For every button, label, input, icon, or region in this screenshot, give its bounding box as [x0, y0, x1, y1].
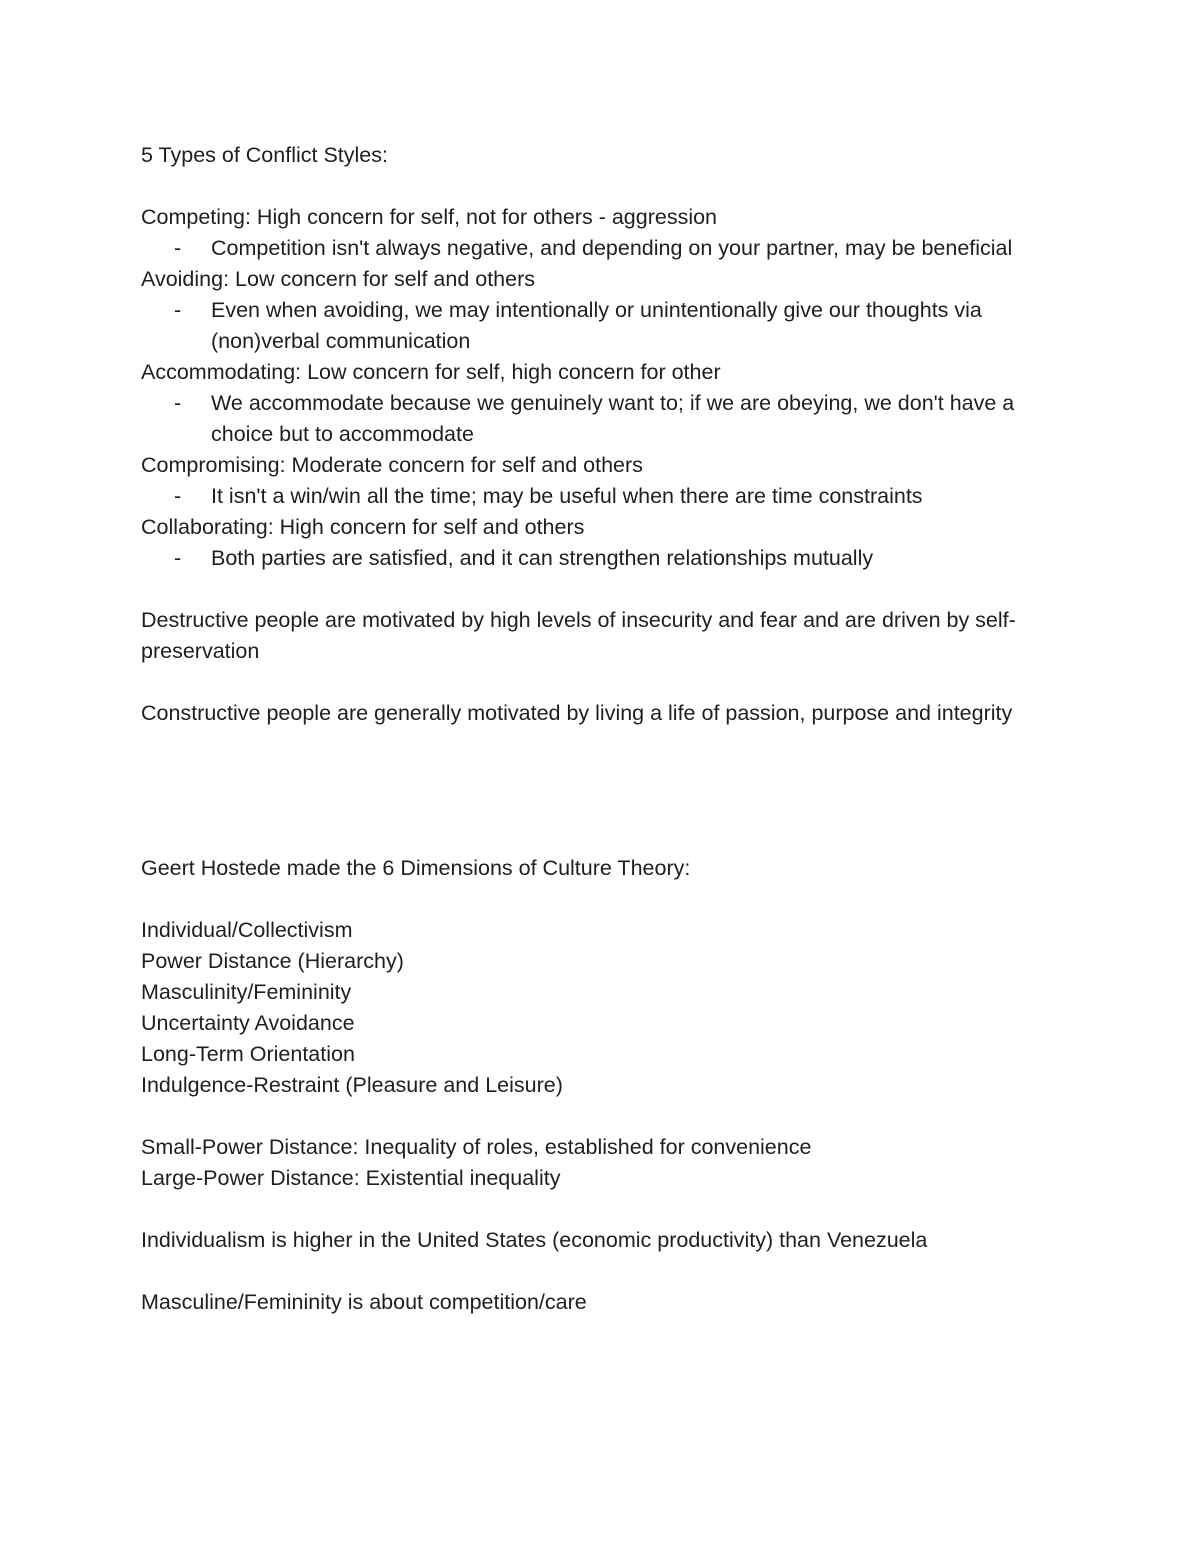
spacer — [141, 171, 1071, 202]
spacer — [141, 760, 1071, 791]
spacer — [141, 884, 1071, 915]
style-label-collaborating: Collaborating: High concern for self and others — [141, 515, 585, 539]
constructive-paragraph: Constructive people are generally motivated by living a life of passion, purpose and integrity — [141, 701, 1013, 725]
large-power-line: Large-Power Distance: Existential inequality — [141, 1166, 561, 1190]
style-bullet-competing — [141, 233, 1071, 264]
spacer — [141, 729, 1071, 760]
style-bullet-collaborating — [141, 543, 1071, 574]
dash-marker: - — [174, 546, 182, 570]
dimension-item: Long-Term Orientation — [141, 1042, 355, 1066]
style-label-competing: Competing: High concern for self, not for others - aggression — [141, 205, 718, 229]
dash-marker: - — [174, 484, 182, 508]
dimension-item: Indulgence-Restraint (Pleasure and Leisure) — [141, 1073, 563, 1097]
culture-heading: Geert Hostede made the 6 Dimensions of Culture Theory: — [141, 856, 691, 880]
conflict-heading: 5 Types of Conflict Styles: — [141, 143, 388, 167]
spacer — [141, 1256, 1071, 1287]
spacer — [141, 1194, 1071, 1225]
bullet-text: We accommodate because we genuinely want to; if we are obeying, we don't have a choice but to accommodate — [211, 391, 1015, 446]
dash-marker: - — [174, 391, 182, 415]
spacer — [141, 667, 1071, 698]
style-label-compromising: Compromising: Moderate concern for self and others — [141, 453, 643, 477]
bullet-text: Competition isn't always negative, and depending on your partner, may be beneficial — [211, 236, 1013, 260]
style-label-avoiding: Avoiding: Low concern for self and others — [141, 267, 536, 291]
style-bullet-avoiding — [141, 295, 1071, 357]
dimension-item: Power Distance (Hierarchy) — [141, 949, 404, 973]
style-label-accommodating: Accommodating: Low concern for self, high concern for other — [141, 360, 721, 384]
dash-marker: - — [174, 236, 182, 260]
dash-marker: - — [174, 298, 182, 322]
document-page — [141, 140, 1071, 1318]
bullet-text: Even when avoiding, we may intentionally or unintentionally give our thoughts via (non)verbal communication — [211, 298, 982, 353]
style-bullet-compromising — [141, 481, 1071, 512]
spacer — [141, 791, 1071, 822]
individualism-line: Individualism is higher in the United States (economic productivity) than Venezuela — [141, 1228, 928, 1252]
style-bullet-accommodating — [141, 388, 1071, 450]
dimension-item: Uncertainty Avoidance — [141, 1011, 355, 1035]
small-power-line: Small-Power Distance: Inequality of roles, established for convenience — [141, 1135, 812, 1159]
dimension-item: Masculinity/Femininity — [141, 980, 352, 1004]
bullet-text: Both parties are satisfied, and it can strengthen relationships mutually — [211, 546, 874, 570]
bullet-text: It isn't a win/win all the time; may be useful when there are time constraints — [211, 484, 923, 508]
spacer — [141, 574, 1071, 605]
dimension-item: Individual/Collectivism — [141, 918, 353, 942]
spacer — [141, 1101, 1071, 1132]
masculine-line: Masculine/Femininity is about competition/care — [141, 1290, 587, 1314]
spacer — [141, 822, 1071, 853]
destructive-paragraph: Destructive people are motivated by high levels of insecurity and fear and are driven by self-preservation — [141, 608, 1016, 663]
